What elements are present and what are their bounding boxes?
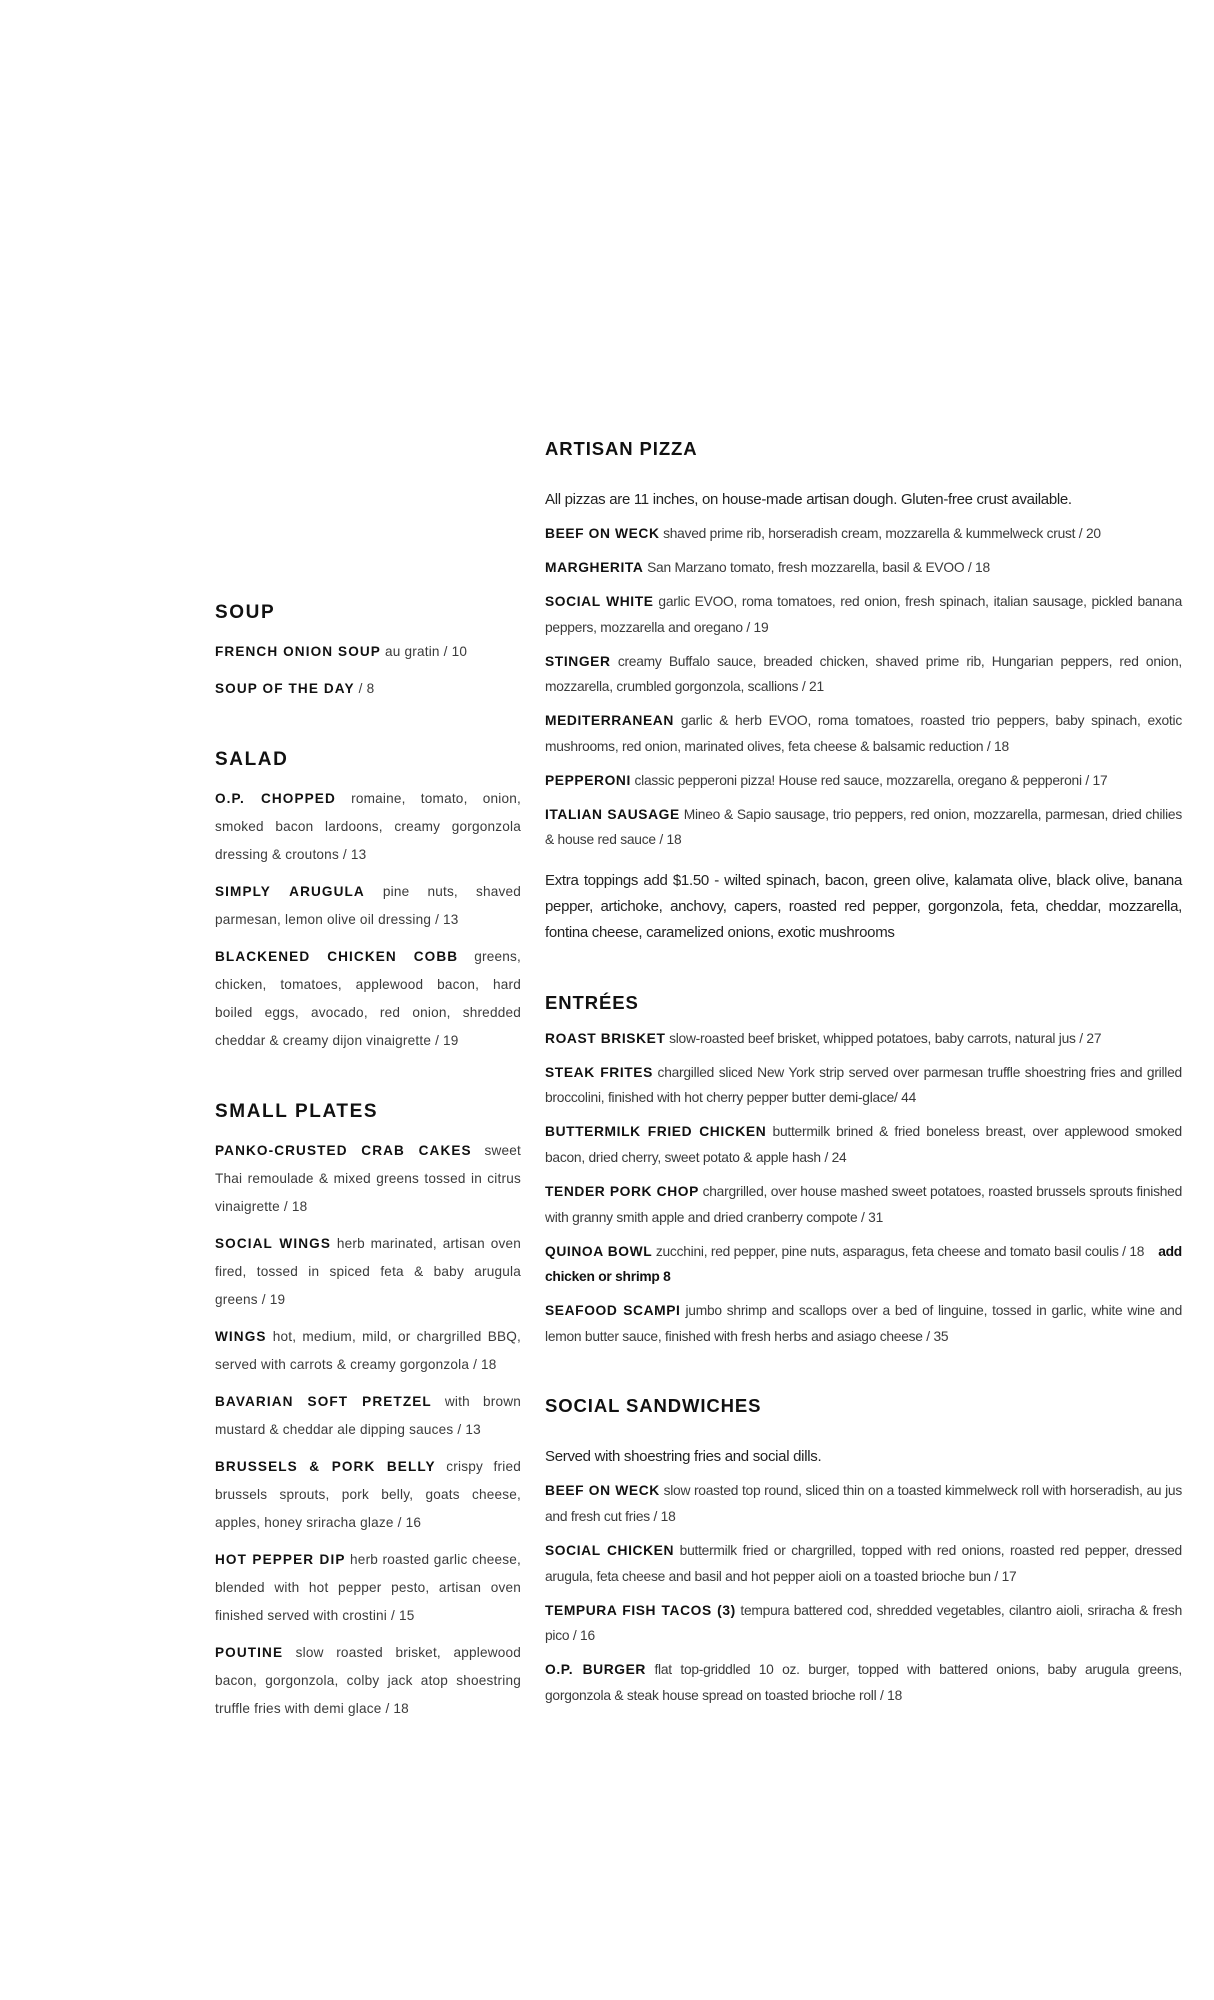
menu-item: [545, 1026, 1182, 1052]
item-name: ROAST BRISKET: [545, 1030, 666, 1046]
item-name: POUTINE: [215, 1645, 284, 1660]
item-description: au gratin / 10: [384, 644, 468, 659]
item-description: slow roasted brisket, applewood bacon, gorgonzola, colby jack atop shoestring truffle fries with demi glace / 18: [215, 1645, 521, 1716]
menu-item: [545, 521, 1182, 547]
item-name: SOCIAL CHICKEN: [545, 1542, 675, 1558]
item-name: TEMPURA FISH TACOS (3): [545, 1602, 736, 1618]
item-description: San Marzano tomato, fresh mozzarella, basil & EVOO / 18: [647, 559, 990, 575]
section-title: SOCIAL SANDWICHES: [545, 1395, 762, 1417]
item-name: STINGER: [545, 653, 611, 669]
menu-item: [215, 1230, 521, 1314]
item-name: BAVARIAN SOFT PRETZEL: [215, 1394, 432, 1409]
section-title: SMALL PLATES: [215, 1101, 379, 1122]
menu-item: [215, 1388, 521, 1444]
item-name: HOT PEPPER DIP: [215, 1552, 346, 1567]
menu-item: [545, 1478, 1182, 1529]
item-name: TENDER PORK CHOP: [545, 1184, 699, 1200]
menu-item: [545, 1239, 1182, 1290]
menu-item: [215, 1137, 521, 1221]
item-name: BEEF ON WECK: [545, 1483, 660, 1499]
item-description: garlic EVOO, roma tomatoes, red onion, fresh spinach, italian sausage, pickled banana peppers, mozzarella and oregano / 19: [545, 593, 1182, 635]
item-name: O.P. CHOPPED: [215, 791, 336, 806]
item-description: shaved prime rib, horseradish cream, mozzarella & kummelweck crust / 20: [663, 526, 1101, 541]
menu-item: [545, 1119, 1182, 1170]
menu-item: [545, 1060, 1182, 1111]
menu-item: [215, 878, 521, 934]
menu-section-soup: [215, 600, 521, 703]
menu-item: [545, 1538, 1182, 1589]
section-intro: Served with shoestring fries and social dills.: [545, 1448, 822, 1466]
item-description: buttermilk brined & fried boneless breast, over applewood smoked bacon, dried cherry, sweet potato & apple hash / 24: [545, 1124, 1182, 1166]
section-title: ENTRÉES: [545, 991, 639, 1013]
item-name: O.P. BURGER: [545, 1662, 646, 1678]
menu-item: [545, 649, 1182, 700]
menu-item: [545, 1298, 1182, 1349]
item-description: herb marinated, artisan oven fired, tossed in spiced feta & baby arugula greens / 19: [215, 1236, 521, 1307]
menu-item: [215, 1546, 521, 1630]
item-name: BEEF ON WECK: [545, 526, 660, 541]
item-description: garlic & herb EVOO, roma tomatoes, roasted trio peppers, baby spinach, exotic mushrooms, red onion, marinated olives, feta cheese & balsamic reduction / 18: [545, 713, 1182, 754]
section-footer-note: Extra toppings add $1.50 - wilted spinach, bacon, green olive, kalamata olive, black olive, banana pepper, artichoke, anchovy, capers, roasted red pepper, gorgonzola, feta, cheddar, mozzarella, fontina cheese, caramelized onions, exotic mushrooms: [545, 871, 1182, 941]
item-description: / 8: [358, 681, 375, 696]
item-name: SOUP OF THE DAY: [215, 681, 355, 696]
item-name: WINGS: [215, 1329, 267, 1344]
menu-section-salad: [215, 747, 521, 1055]
item-description: zucchini, red pepper, pine nuts, asparagus, feta cheese and tomato basil coulis / 18: [655, 1243, 1145, 1259]
menu-section-entr-es: [545, 990, 1182, 1349]
item-description: herb roasted garlic cheese, blended with hot pepper pesto, artisan oven finished served with crostini / 15: [215, 1552, 522, 1623]
item-description: classic pepperoni pizza! House red sauce, mozzarella, oregano & pepperoni / 17: [634, 772, 1108, 788]
item-description: with brown mustard & cheddar ale dipping sauces / 13: [215, 1394, 521, 1437]
menu-item: [545, 589, 1182, 640]
item-description: sweet Thai remoulade & mixed greens tossed in citrus vinaigrette / 18: [215, 1143, 522, 1214]
menu-item: [215, 785, 521, 869]
item-name: BRUSSELS & PORK BELLY: [215, 1459, 436, 1474]
section-title: ARTISAN PIZZA: [545, 438, 698, 459]
item-description: chargilled sliced New York strip served over parmesan truffle shoestring fries and grilled broccolini, finished with hot cherry pepper butter demi-glace/ 44: [545, 1064, 1182, 1106]
item-name: MEDITERRANEAN: [545, 713, 674, 729]
item-name: STEAK FRITES: [545, 1064, 653, 1080]
item-name: BLACKENED CHICKEN COBB: [215, 949, 459, 964]
menu-right-column: [545, 436, 1182, 1752]
menu-item: [215, 675, 521, 703]
item-description: slow-roasted beef brisket, whipped potatoes, baby carrots, natural jus / 27: [669, 1030, 1102, 1046]
item-name: BUTTERMILK FRIED CHICKEN: [545, 1124, 767, 1140]
item-description: hot, medium, mild, or chargrilled BBQ, served with carrots & creamy gorgonzola / 18: [215, 1329, 521, 1372]
menu-item: [545, 555, 1182, 581]
item-name: PANKO-CRUSTED CRAB CAKES: [215, 1143, 472, 1158]
menu-item: [545, 1657, 1182, 1708]
item-description: pine nuts, shaved parmesan, lemon olive oil dressing / 13: [215, 884, 521, 927]
item-name: QUINOA BOWL: [545, 1243, 653, 1259]
section-title: SALAD: [215, 749, 289, 770]
menu-item: [215, 943, 521, 1055]
item-name: PEPPERONI: [545, 772, 631, 788]
menu-section-small-plates: [215, 1099, 521, 1723]
item-description: romaine, tomato, onion, smoked bacon lardoons, creamy gorgonzola dressing & croutons / 13: [215, 791, 521, 862]
menu-item: [215, 1323, 521, 1379]
item-description: tempura battered cod, shredded vegetables, cilantro aioli, sriracha & fresh pico / 16: [545, 1602, 1182, 1644]
item-description: Mineo & Sapio sausage, trio peppers, red onion, mozzarella, parmesan, dried chilies & house red sauce / 18: [545, 806, 1182, 848]
menu-item: [545, 1598, 1182, 1649]
item-description: chargrilled, over house mashed sweet potatoes, roasted brussels sprouts finished with granny smith apple and dried cranberry compote / 31: [545, 1184, 1182, 1225]
menu-item: [545, 768, 1182, 794]
item-name: SEAFOOD SCAMPI: [545, 1303, 681, 1319]
item-description: greens, chicken, tomatoes, applewood bacon, hard boiled eggs, avocado, red onion, shredded cheddar & creamy dijon vinaigrette / 19: [215, 949, 522, 1048]
item-name: SOCIAL WHITE: [545, 593, 654, 609]
item-addon: add chicken or shrimp 8: [545, 1243, 1182, 1285]
menu-section-artisan-pizza: [545, 436, 1182, 946]
item-description: buttermilk fried or chargrilled, topped with red onions, roasted red pepper, dressed arugula, feta cheese and basil and hot pepper aioli on a toasted brioche bun / 17: [545, 1542, 1182, 1584]
item-description: jumbo shrimp and scallops over a bed of linguine, tossed in garlic, white wine and lemon butter sauce, finished with fresh herbs and asiago cheese / 35: [545, 1303, 1182, 1344]
menu-item: [215, 1639, 521, 1723]
item-description: slow roasted top round, sliced thin on a toasted kimmelweck roll with horseradish, au jus and fresh cut fries / 18: [545, 1483, 1182, 1524]
item-name: FRENCH ONION SOUP: [215, 644, 381, 659]
menu-item: [215, 638, 521, 666]
menu-item: [215, 1453, 521, 1537]
menu-left-column: [215, 600, 521, 1767]
item-description: flat top-griddled 10 oz. burger, topped with battered onions, baby arugula greens, gorgonzola & steak house spread on toasted brioche roll / 18: [545, 1662, 1182, 1703]
menu-item: [545, 1179, 1182, 1230]
item-name: MARGHERITA: [545, 559, 644, 575]
menu-section-social-sandwiches: [545, 1393, 1182, 1708]
section-intro: All pizzas are 11 inches, on house-made artisan dough. Gluten-free crust available.: [545, 491, 1072, 508]
item-description: creamy Buffalo sauce, breaded chicken, shaved prime rib, Hungarian peppers, red onion, mozzarella, crumbled gorgonzola, scallions / 21: [545, 653, 1182, 695]
menu-item: [545, 802, 1182, 853]
section-title: SOUP: [215, 602, 276, 623]
item-name: SOCIAL WINGS: [215, 1236, 331, 1251]
item-name: SIMPLY ARUGULA: [215, 884, 365, 899]
menu-item: [545, 708, 1182, 759]
item-description: crispy fried brussels sprouts, pork belly, goats cheese, apples, honey sriracha glaze / 16: [215, 1459, 522, 1530]
item-name: ITALIAN SAUSAGE: [545, 806, 680, 822]
